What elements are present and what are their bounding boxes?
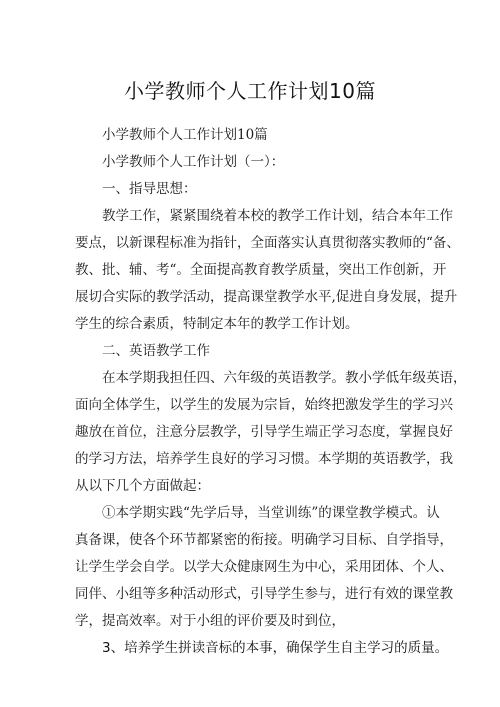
paragraph-line: 教、批、辅、考“。全面提高教育教学质量，突出工作创新，开 <box>75 262 447 278</box>
section-heading-english-teaching: 二、英语教学工作 <box>102 343 210 359</box>
paragraph-line: 要点，以新课程标准为指针，全面落实认真贯彻落实教师的“备、 <box>75 235 460 251</box>
paragraph-line: 展切合实际的教学活动，提高课堂教学水平,促进自身发展，提升 <box>75 289 458 305</box>
section-heading-guiding-ideas: 一、指导思想： <box>102 181 197 197</box>
document-body <box>75 122 467 662</box>
section-heading-plan-one: 小学教师个人工作计划（一）： <box>102 154 285 170</box>
document-title: 小学教师个人工作计划10篇 <box>124 79 376 103</box>
numbered-point-line: 3、培养学生拼读音标的本事，确保学生自主学习的质量。 <box>102 640 449 656</box>
paragraph-line: 学生的综合素质，特制定本年的教学工作计划。 <box>75 316 359 332</box>
paragraph-line: 让学生学会自学。以学大众健康网生为中心，采用团体、个人、 <box>75 559 453 575</box>
paragraph-line: 同伴、小组等多种活动形式，引导学生参与，进行有效的课堂教 <box>75 586 453 602</box>
paragraph-line: 真备课，使各个环节都紧密的衔接。明确学习目标、自学指导， <box>75 532 453 548</box>
paragraph-line: 教学工作，紧紧围绕着本校的教学工作计划，结合本年工作 <box>102 208 453 224</box>
paragraph-line: 的学习方法，培养学生良好的学习习惯。本学期的英语教学，我 <box>75 451 453 467</box>
subtitle-line: 小学教师个人工作计划10篇 <box>102 127 268 143</box>
paragraph-line: 面向全体学生，以学生的发展为宗旨，始终把激发学生的学习兴 <box>75 397 453 413</box>
paragraph-line: 在本学期我担任四、六年级的英语教学。教小学低年级英语， <box>102 370 467 386</box>
paragraph-line: 趣放在首位，注意分层教学，引导学生端正学习态度，掌握良好 <box>75 424 453 440</box>
paragraph-line: ①本学期实践“先学后导，当堂训练”的课堂教学模式。认 <box>102 505 440 521</box>
paragraph-line: 学，提高效率。对于小组的评价要及时到位， <box>75 613 345 629</box>
paragraph-line: 从以下几个方面做起： <box>75 478 210 494</box>
